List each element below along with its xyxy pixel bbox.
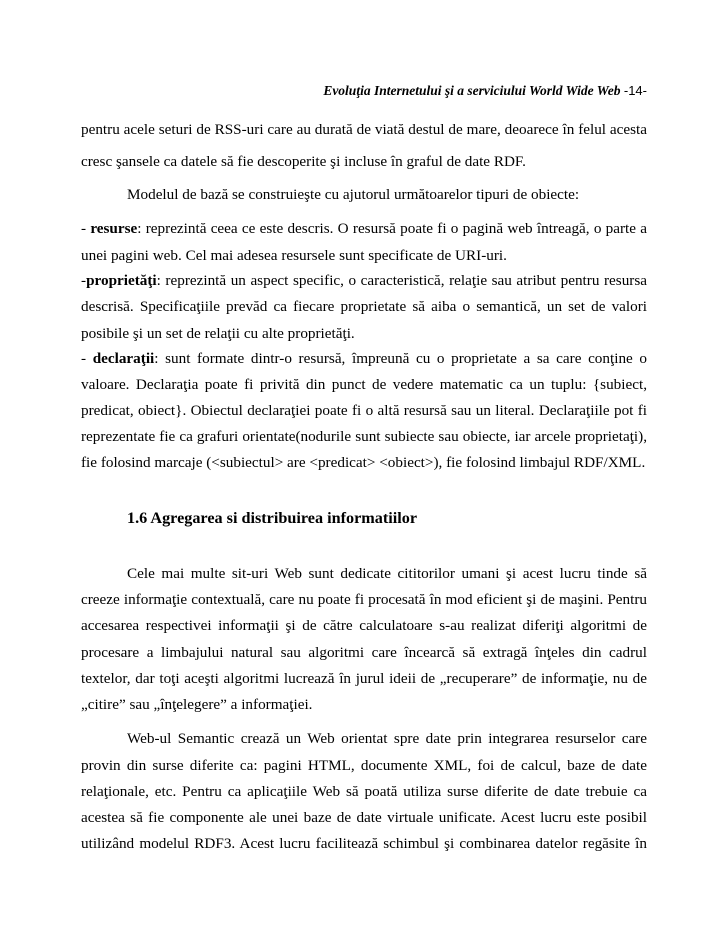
paragraph-line: provin din surse diferite ca: pagini HTML, documente XML, foi de calcul, baze de date [81, 757, 647, 774]
definition-text: : reprezintă ceea ce este descris. O resursă poate fi o pagină web întreagă, o parte a [137, 220, 648, 237]
term-proprietati: proprietăţi [86, 272, 157, 289]
paragraph-line: pentru acele seturi de RSS-uri care au durată de viată destul de mare, deoarece în felul acesta [81, 121, 647, 138]
definition-declaratii [81, 349, 647, 369]
paragraph-line: „citire” sau „înţelegere” a informaţiei. [81, 696, 313, 713]
term-resurse: resurse [90, 220, 138, 237]
paragraph-line: fie folosind marcaje (<subiectul> are <predicat> <obiect>), fie folosind limbajul RDF/XML. [81, 454, 646, 471]
paragraph-line: valoare. Declaraţia poate fi privită din punct de vedere matematic ca un tuplu: {subiect, [81, 376, 647, 393]
term-declaratii: declaraţii [92, 350, 155, 367]
paragraph-line: relaţionale, etc. Pentru ca aplicaţiile Web să poată utiliza surse diferite de date trebuie ca [81, 783, 647, 800]
paragraph-line: Cele mai multe sit-uri Web sunt dedicate cititorilor umani şi acest lucru tinde să [127, 565, 647, 582]
page-number: -14- [623, 83, 647, 98]
running-header [81, 82, 647, 100]
section-heading: 1.6 Agregarea si distribuirea informatiilor [127, 509, 417, 527]
paragraph-line: creeze informaţie contextuală, care nu poate fi procesată în mod eficient şi de maşini. Pentru [81, 591, 647, 608]
list-prefix: - [81, 350, 93, 367]
paragraph-line: Modelul de bază se construieşte cu ajutorul următoarelor tipuri de obiecte: [127, 186, 580, 203]
definition-text: : sunt formate dintr-o resursă, împreună cu o proprietate a sa care conţine o [154, 350, 647, 367]
paragraph-line: utilizând modelul RDF3. Acest lucru facilitează schimbul şi combinarea datelor regăsite în [81, 835, 647, 852]
definition-resurse [81, 219, 647, 239]
list-prefix: - [81, 220, 91, 237]
paragraph-line: posibile şi un set de relaţii cu alte proprietăţi. [81, 325, 355, 342]
paragraph-line: cresc şansele ca datele să fie descoperite şi incluse în graful de date RDF. [81, 153, 526, 170]
paragraph-line: descrisă. Specificaţiile prevăd ca fiecare proprietate să aiba o semantică, un set de valori [81, 298, 647, 315]
paragraph-line: unei pagini web. Cel mai adesea resursele sunt specificate de URI-uri. [81, 247, 507, 264]
paragraph-line: predicat, obiect}. Obiectul declaraţiei poate fi o altă resursă sau un literal. Declaraţiile pot fi [81, 402, 647, 419]
definition-proprietati [81, 271, 647, 291]
header-title: Evoluţia Internetului şi a serviciului World Wide Web [323, 83, 621, 98]
paragraph-line: procesare a limbajului natural sau algoritmi care încearcă să extragă înţeles din cadrul [81, 644, 647, 661]
paragraph-line: Web-ul Semantic crează un Web orientat spre date prin integrarea resurselor care [127, 730, 647, 747]
paragraph-line: reprezentate fie ca grafuri orientate(nodurile sunt subiecte sau obiecte, iar arcele proprietaţi), [81, 428, 647, 445]
paragraph-line: textelor, dar toţi aceşti algoritmi lucrează în jurul ideii de „recuperare” de informaţie, nu de [81, 670, 647, 687]
definition-text: : reprezintă un aspect specific, o caracteristică, relaţie sau atribut pentru resursa [156, 272, 647, 289]
paragraph-line: acestea să fie componente ale unei baze de date virtuale unificate. Acest lucru este posibil [81, 809, 647, 826]
paragraph-line: accesarea respectivei informaţii şi de către calculatoare s-au realizat diferiţi algoritmi de [81, 617, 647, 634]
list-prefix: - [81, 272, 87, 289]
